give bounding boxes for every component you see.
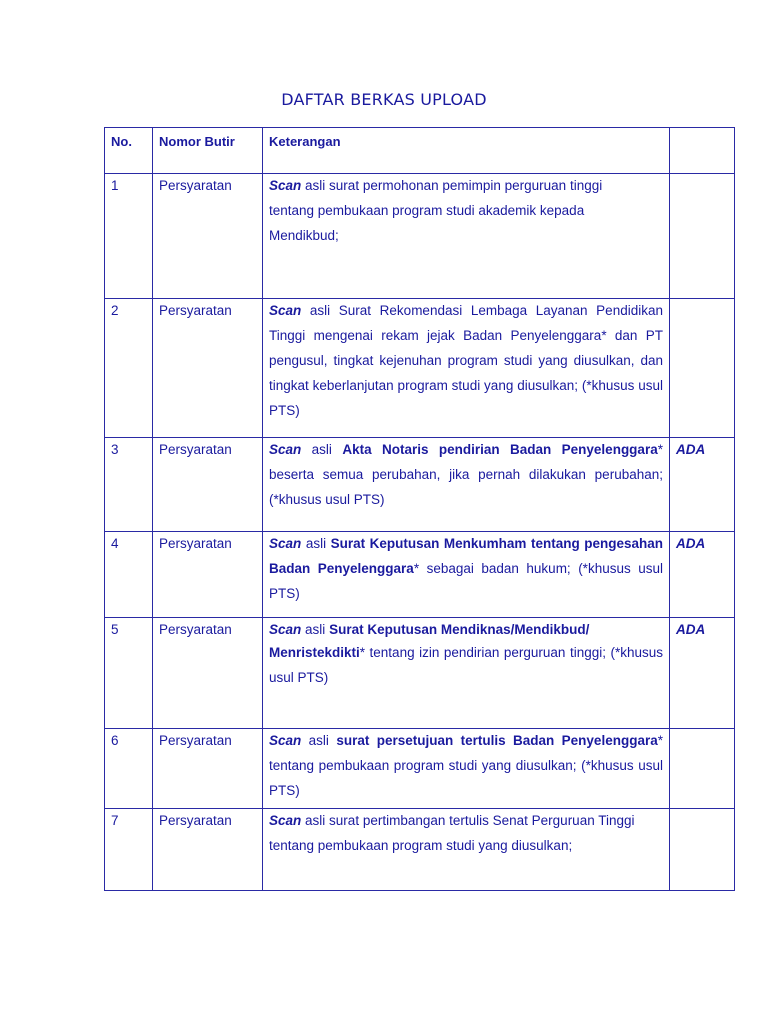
keterangan-post: * tentang pembukaan program studi yang diusulkan; (*khusus usul PTS) [269,733,663,798]
row-keterangan [263,618,670,729]
row-status [670,808,735,890]
row-butir: Persyaratan [153,438,263,532]
keterangan-text: asli Surat Rekomendasi Lembaga Layanan Pendidikan Tinggi mengenai rekam jejak Badan Penyelenggara* dan PT pengusul, tingkat kejenuhan program studi yang diusulkan, dan tingkat keberlanjutan program studi yang diusulkan; (*khusus usul PTS) [269,303,663,418]
keterangan-line: asli surat pertimbangan tertulis Senat Perguruan Tinggi [305,812,635,828]
header-nomor-butir: Nomor Butir [153,128,263,174]
keterangan-line: tentang pembukaan program studi yang diusulkan; [269,837,573,853]
table-row [105,808,735,890]
scan-label: Scan [269,536,302,551]
header-no: No. [105,128,153,174]
keterangan-pre: asli [305,536,327,551]
row-status-ada: ADA [670,438,735,532]
table-row [105,174,735,299]
row-no: 5 [105,618,153,729]
keterangan-pre: asli [311,442,332,457]
row-status-ada: ADA [670,618,735,729]
table-row [105,729,735,809]
keterangan-post: * beserta semua perubahan, jika pernah dilakukan perubahan; (*khusus usul PTS) [269,442,663,507]
keterangan-bold: surat persetujuan tertulis Badan Penyelenggara [336,733,658,748]
keterangan-post: * sebagai badan hukum; (*khusus usul PTS) [269,560,663,601]
row-no: 3 [105,438,153,532]
header-status [670,128,735,174]
keterangan-line: Mendikbud; [269,227,339,243]
scan-label: Scan [269,442,302,457]
keterangan-line: asli surat permohonan pemimpin perguruan tinggi [305,178,603,193]
scan-label: Scan [269,178,302,193]
table-row [105,299,735,438]
table-row [105,532,735,618]
keterangan-bold: Akta Notaris pendirian Badan Penyelenggara [342,442,658,457]
row-keterangan [263,729,670,809]
row-status [670,299,735,438]
berkas-table [104,127,735,891]
row-butir: Persyaratan [153,532,263,618]
row-keterangan [263,438,670,532]
row-no: 4 [105,532,153,618]
row-butir: Persyaratan [153,299,263,438]
table-row [105,438,735,532]
row-keterangan [263,808,670,890]
keterangan-post: * tentang izin pendirian perguruan tinggi; (*khusus usul PTS) [269,644,663,685]
row-no: 7 [105,808,153,890]
scan-label: Scan [269,303,302,318]
keterangan-bold: Menristekdikti [269,644,360,660]
keterangan-pre: asli [308,733,329,748]
keterangan-line: tentang pembukaan program studi akademik kepada [269,202,585,218]
row-no: 6 [105,729,153,809]
table-header-row [105,128,735,174]
row-no: 1 [105,174,153,299]
keterangan-bold: Surat Keputusan Mendiknas/Mendikbud/ [329,622,590,637]
row-keterangan [263,532,670,618]
row-butir: Persyaratan [153,808,263,890]
row-status [670,729,735,809]
document-title: DAFTAR BERKAS UPLOAD [281,90,487,109]
row-keterangan [263,299,670,438]
keterangan-pre: asli [305,622,326,637]
scan-label: Scan [269,733,302,748]
row-keterangan [263,174,670,299]
row-butir: Persyaratan [153,174,263,299]
header-keterangan: Keterangan [263,128,670,174]
keterangan-bold: Surat Keputusan Menkumham tentang pengesahan Badan Penyelenggara [269,536,663,576]
row-butir: Persyaratan [153,729,263,809]
scan-label: Scan [269,622,302,637]
row-butir: Persyaratan [153,618,263,729]
row-status [670,174,735,299]
row-status-ada: ADA [670,532,735,618]
table-row [105,618,735,729]
row-no: 2 [105,299,153,438]
scan-label: Scan [269,812,302,828]
